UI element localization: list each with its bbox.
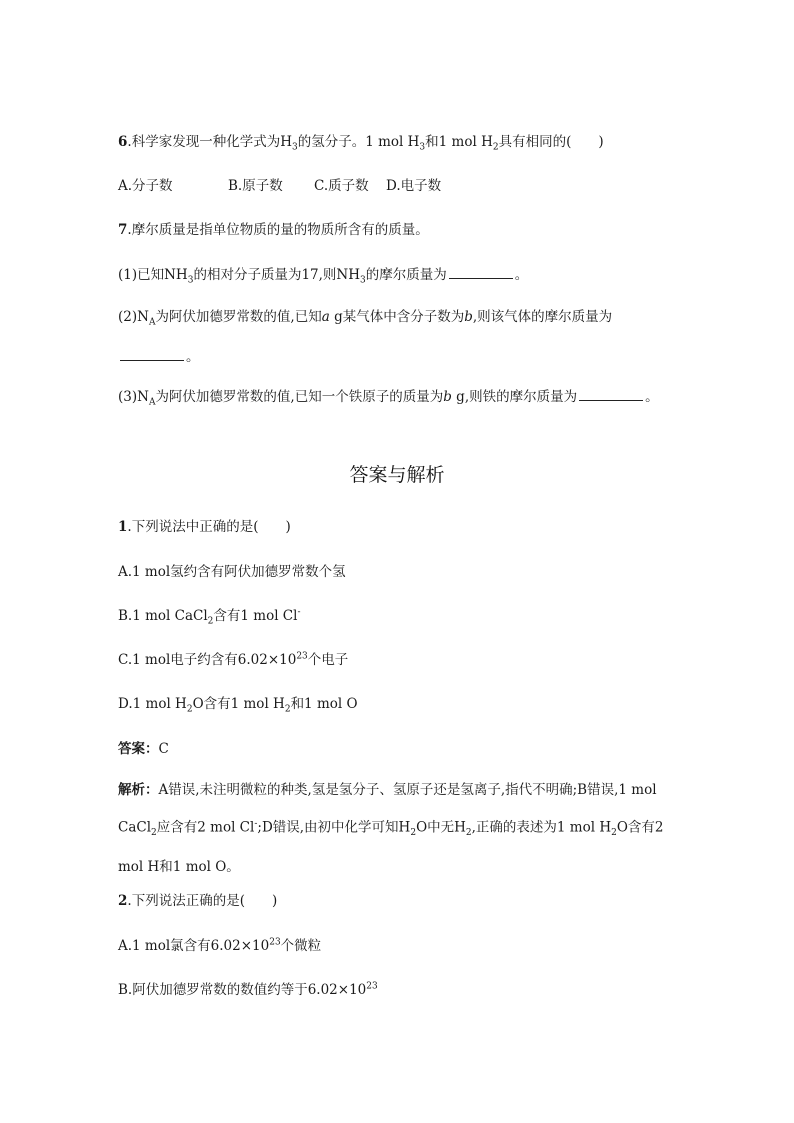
option-b: B.阿伏加德罗常数的数值约等于$6.02\times 10^{23}$ (118, 981, 378, 998)
question-number: 7 (118, 222, 128, 238)
answer-question-1: 1.下列说法中正确的是( ) (118, 519, 291, 535)
question-number: 2 (118, 893, 128, 909)
option-c: C.质子数 (314, 178, 369, 194)
explanation: 解析：A错误,未注明微粒的种类,氢是氢分子、氢原子还是氢离子,指代不明确;B错误,1 mol CaCl$_2$应含有2 mol Cl-;D错误,由初中化学可知$H_2O$中无$H_2$,正确的表述为1 mol $H_2O$含有2 mol H和1 mol O。 (118, 782, 664, 876)
answer-blank[interactable] (120, 348, 184, 361)
option-b: B.原子数 (228, 178, 283, 194)
answer-blank[interactable] (449, 266, 513, 279)
option-a: A.1 mol氯含有$6.02\times 10^{23}$个微粒 (118, 937, 322, 954)
section-heading: 答案与解析 (349, 464, 445, 486)
answer-line (118, 737, 676, 757)
option-c: C.1 mol电子约含有$6.02\times 10^{23}$个电子 (118, 651, 349, 668)
question-7-part-2: $(2)N_A$为阿伏加德罗常数的值,已知a g某气体中含分子数为b,则该气体的摩尔质量为。 (118, 309, 613, 365)
option-d: D.电子数 (386, 178, 442, 194)
question-6: 6.科学家发现一种化学式为$H_3$的氢分子。1 mol $H_3$和1 mol $H_2$具有相同的( ) (118, 134, 604, 153)
question-7: 7.摩尔质量是指单位物质的量的物质所含有的质量。 (118, 222, 429, 238)
option-a: A.分子数 (118, 178, 173, 194)
question-6-options (118, 174, 676, 194)
question-7-part-3: $(3)N_A$为阿伏加德罗常数的值,已知一个铁原子的质量为b g,则铁的摩尔质量为 。 (118, 389, 659, 408)
answer-question-2: 2.下列说法正确的是( ) (118, 893, 278, 909)
answer-label: 答案： (118, 741, 159, 757)
question-number: 1 (118, 519, 128, 535)
option-a: A.1 mol氢约含有阿伏加德罗常数个氢 (118, 564, 346, 580)
answer-value: C (158, 741, 169, 757)
option-d: D.1 mol $H_2O$含有1 mol $H_2$和1 mol O (118, 696, 358, 715)
answer-blank[interactable] (579, 388, 643, 401)
question-7-part-1: (1)已知$NH_3$的相对分子质量为17,则$NH_3$的摩尔质量为 。 (118, 267, 529, 286)
option-b: B.1 mol CaCl$_2$含有1 mol Cl- (118, 607, 301, 627)
question-number: 6 (118, 134, 128, 150)
explanation-label: 解析： (118, 782, 159, 798)
